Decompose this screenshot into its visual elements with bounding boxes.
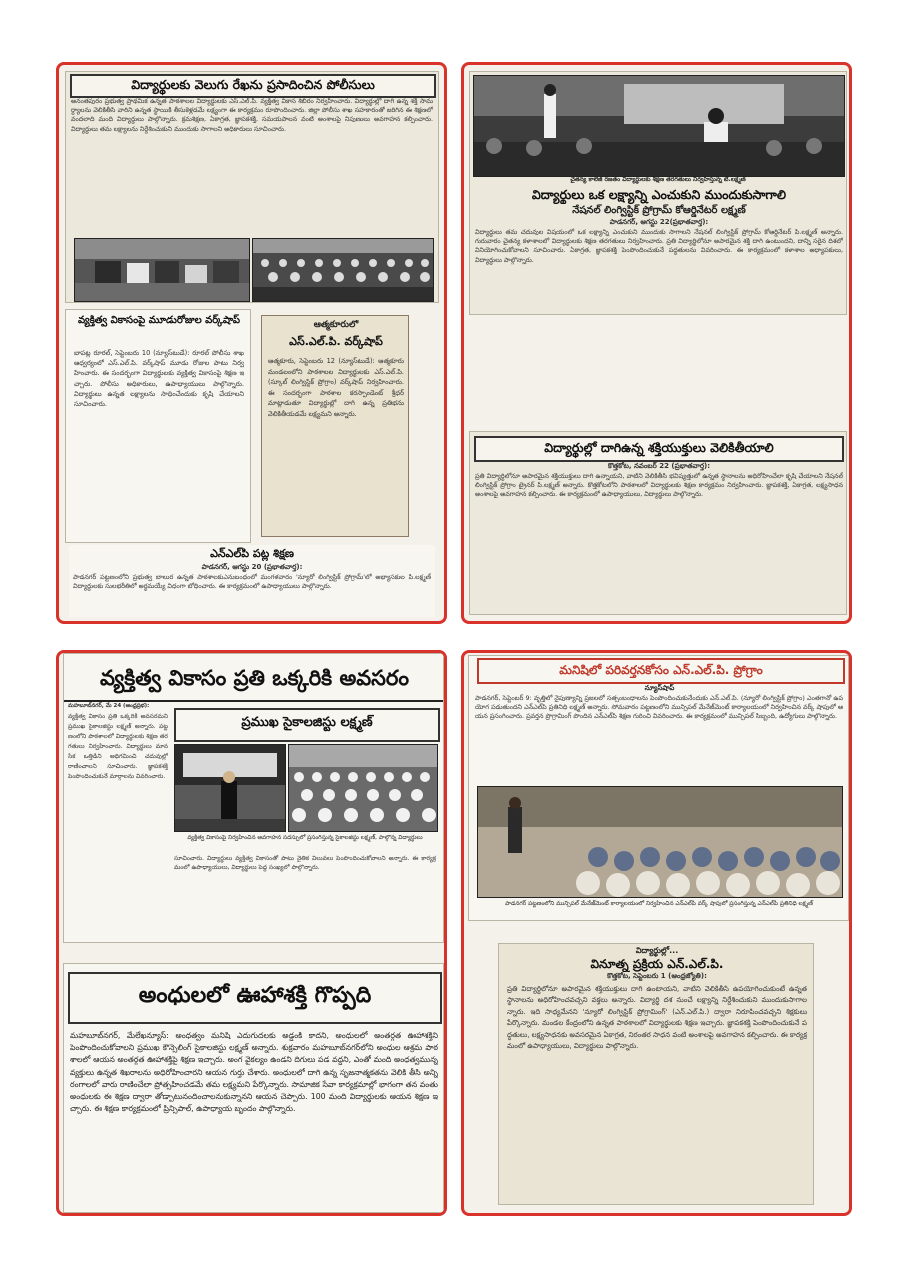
psychologist-lecture-photo (174, 744, 286, 832)
clipping-dateline: కొత్తకోట, సెప్టెంబరు 1 (ఆంధ్రజ్యోతి): (607, 972, 707, 980)
clipping-headline: మనిషిలో పరివర్తనకోసం ఎన్.ఎల్.పి. ప్రోగ్రాం (477, 658, 845, 684)
clipping-column-body: సూచించారు. విద్యార్థులు వ్యక్తిత్వ వికాసంతో పాటు నైతిక విలువలు పెంపొందించుకోవాలని అన్నారు. ఈ కార్యక్రమంలో ఉపాధ్యాయులు, విద్యార్థులు పెద్ద సంఖ్యలో పాల్గొన్నారు. (174, 855, 436, 871)
training-session-photo (473, 75, 845, 177)
clipping-headline: విద్యార్థులు ఒక లక్ష్యాన్ని ఎంచుకుని ముందుకుసాగాలి (531, 187, 787, 202)
classroom-photo (74, 238, 250, 302)
panel-bottom-right (461, 650, 852, 1216)
clipping-body: ప్రతి విద్యార్థిలోనూ అపారమైన శక్తియుక్తులు దాగి ఉంటాయని, వాటిని వెలికితీసి ఉపయోగించుకుంటే ఉన్నత స్థానాలను అధిరోహించవచ్చని వక్తలు అన్నారు. విద్యార్థి దశ నుంచే లక్ష్యాన్ని నిర్దేశించుకుని ముందుకుసాగాలన్నారు. ఇది సాధ్యమేనని 'న్యూరో లింగ్విస్టిక్ ప్రోగ్రామింగ్' (ఎన్.ఎల్.పి.) ద్వారా నిరూపించవచ్చని శిక్షకులు పేర్కొన్నారు. మండల కేంద్రంలోని ఉన్నత పాఠశాలలో విద్యార్థులకు శిక్షణ ఇచ్చారు. జ్ఞాపకశక్తి పెంపొందించుకునే పద్ధతులు, లక్ష్యసాధనకు అవసరమైన ఏకాగ్రత, నిరంతర సాధన వంటి అంశాలపై అవగాహన కల్పించారు. ఈ కార్యక్రమంలో ఉపాధ్యాయులు, విద్యార్థులు పాల్గొన్నారు. (507, 985, 807, 1051)
clipping-title: విద్యార్థుల్లో... (635, 946, 679, 955)
clipping-body: మహబూబ్‌నగర్, మేలేఖన్యూస్: అంధత్వం మనిషి ఎదుగుదలకు అడ్డంకి కాదని, అంధులలో అంతర్గత ఊహాశక్తిని పెంపొందించుకోవాలని ప్రముఖ కౌన్సెలింగ్ సైకాలజిస్టు లక్ష్మణ్ అన్నారు. శుక్రవారం మహబూబ్‌నగర్‌లోని అంధుల ఆశ్రమ పాఠశాలలో ఆయన అంతర్గత ఊహాశక్తిపై శిక్షణ ఇచ్చారు. అంగ వైకల్యం ఉండని దిగులు పడ వద్దని, ఎంతో మంది అంధత్వమున్న వ్యక్తులు ఉన్నత శిఖరాలను అధిరోహించారని ఆయన గుర్తు చేశారు. అంధులలో దాగి ఉన్న సృజనాత్మకతను వెలికి తీసి అన్ని రంగాలలో వారు రాణించేలా ప్రోత్సహించడమే తమ లక్ష్యమని పేర్కొన్నారు. సామాజిక సేవా కార్యక్రమాల్లో భాగంగా తన వంతు అంధులకు ఈ శిక్షణ ద్వారా తోడ్పాటునందించాలనుకున్నానని ఆయన చెప్పారు. 100 మంది విద్యార్థులకు ఆయన శిక్షణ ఇచ్చారు. ఈ శిక్షణ కార్యక్రమంలో ప్రిన్సిపాల్, ఉపాధ్యాయ బృందం పాల్గొన్నారు. (70, 1031, 438, 1114)
photo-caption: చైతన్య కాలేజీ రజతం విద్యార్థులకు శిక్షణ తరగతులు నిర్వహిస్తున్న టి.లక్ష్మణ్ (570, 176, 746, 183)
panel-top-right (461, 62, 852, 624)
clipping-hidden-talents (469, 431, 847, 615)
clipping-headline: విద్యార్థులకు వెలుగు రేఖను ప్రసాదించిన పోలీసులు (70, 74, 436, 98)
clipping-headline: వ్యక్తిత్వ వికాసంపై మూడురోజుల వర్క్‌షాప్ (78, 315, 240, 326)
panel-bottom-left (56, 650, 447, 1216)
clipping-body: బాపట్ల రూరల్, సెప్టెంబరు 10 (న్యూస్‌టుడే): రూరల్ పోలీసు శాఖ ఆధ్వర్యంలో ఎస్.ఎల్.పి. వర్క్‌షాప్ మూడు రోజుల పాటు నిర్వహించారు. ఈ సందర్భంగా విద్యార్థులకు వ్యక్తిత్వ వికాసంపై శిక్షణ ఇచ్చారు. పోలీసు అధికారులు, ఉపాధ్యాయులు పాల్గొన్నారు. విద్యార్థులు ఉన్నత లక్ష్యాలను సాధించేందుకు కృషి చేయాలని సూచించారు. (74, 349, 244, 409)
clipping-headline: వ్యక్తిత్వ వికాసం ప్రతి ఒక్కరికి అవసరం (64, 656, 444, 702)
clipping-source: న్యూస్‌షాప్ (644, 684, 675, 692)
clipping-title: ఆత్మకూరులో (313, 320, 359, 330)
clipping-personality-development (63, 653, 444, 943)
clipping-body: వ్యక్తిత్వ వికాసం ప్రతి ఒక్కరికి అవసరమని ప్రముఖ సైకాలజిస్టు లక్ష్మణ్ అన్నారు. పట్టణంలోని పాఠశాలలో విద్యార్థులకు శిక్షణ తరగతులు నిర్వహించారు. విద్యార్థులు మానసిక ఒత్తిడిని అధిగమించి చదువుల్లో రాణించాలని సూచించారు. జ్ఞాపకశక్తి పెంపొందించుకునే మార్గాలను వివరించారు. (68, 713, 168, 780)
photo-caption: పాడనగర్ పట్టణంలోని మున్సిపల్ మేనేజ్‌మెంట్ కార్యాలయంలో నిర్వహించిన ఎన్ఎల్‌పి వర్క్ షాపులో ప్రసంగిస్తున్న ఎన్ఎల్‌పి ప్రతినిధి లక్ష్మణ్ (505, 901, 813, 907)
clipping-dateline: పాడనగర్, ఆగస్టు 20 (ప్రభాతవార్త): (201, 563, 303, 571)
clipping-headline: ఎస్.ఎల్.పి. వర్క్‌షాప్ (289, 335, 383, 348)
clipping-police-article (65, 71, 439, 303)
clipping-body: ప్రతి విద్యార్థిలోనూ అపారమైన శక్తియుక్తులు దాగి ఉన్నాయని, వాటిని వెలికితీసి భవిష్యత్తులో ఉన్నత స్థానాలను అధిరోహించేలా కృషి చేయాలని నేషనల్ లింగ్విస్టిక్ ప్రోగ్రాం ట్రైనర్ పి.లక్ష్మణ్ అన్నారు. కొత్తకోటలోని పాఠశాలలో విద్యార్థులకు శిక్షణ కార్యక్రమం నిర్వహించారు. జ్ఞాపకశక్తి, ఏకాగ్రత, లక్ష్యసాధన అంశాలపై అవగాహన కల్పించారు. ఈ కార్యక్రమంలో ఉపాధ్యాయులు, విద్యార్థులు పాల్గొన్నారు. (475, 472, 843, 499)
clipping-subheadline: నేషనల్ లింగ్విస్టిక్ ప్రోగ్రామ్ కోఆర్డినేటర్ లక్ష్మణ్ (572, 205, 746, 216)
clipping-body: అనంతపురం ప్రభుత్వ ప్రాథమిక ఉన్నత పాఠశాలల విద్యార్థులకు ఎస్.ఎల్.పి. వ్యక్తిత్వ వికాస శిబిరం నిర్వహించారు. విద్యార్థుల్లో దాగి ఉన్న శక్తి సామర్థ్యాలను వెలికితీసి వారిని ఉన్నత స్థాయికి తీసుకెళ్లడమే లక్ష్యంగా ఈ కార్యక్రమం రూపొందించారు. జిల్లా పోలీసు శాఖ సహకారంతో జరిగిన ఈ శిక్షణలో వందలాది మంది విద్యార్థులు పాల్గొన్నారు. క్రమశిక్షణ, ఏకాగ్రత, జ్ఞాపకశక్తి, సమయపాలన వంటి అంశాలపై నిపుణులు అవగాహన కల్పించారు. విద్యార్థులు తమ లక్ష్యాలను నిర్దేశించుకుని ముందుకు సాగాలని అధికారులు సూచించారు. (71, 97, 433, 133)
panel-top-left (56, 62, 447, 624)
audience-photo (288, 744, 438, 832)
clipping-headline: వినూత్న ప్రక్రియ ఎన్.ఎల్.పి. (590, 957, 724, 971)
photo-caption: వ్యక్తిత్వ వికాసంపై నిర్వహించిన ఆవగాహన సదస్సులో ప్రసంగిస్తున్న సైకాలజిస్టు లక్ష్మణ్, పాల్గొన్న విద్యార్థులు (187, 835, 423, 841)
clipping-dateline: పాడనగర్, ఆగస్టు 22(ప్రభాతవార్త): (609, 218, 709, 226)
clipping-dateline: మహబూబ్‌నగర్, మే 24 (ఆంధ్రప్రభ): (68, 703, 150, 709)
clipping-headline: విద్యార్థుల్లో దాగిఉన్న శక్తియుక్తులు వెలికితీయాలి (474, 436, 844, 462)
clipping-workshop-three-days (65, 309, 251, 543)
clipping-chaitanya-article (469, 71, 847, 315)
clipping-headline: అంధులలో ఊహాశక్తి గొప్పది (68, 972, 442, 1024)
clipping-dateline: కొత్తకోట, నవంబర్ 22 (ప్రభాతవార్త): (607, 462, 711, 470)
clipping-headline: ఎన్ఎల్‌పి పట్ల శిక్షణ (210, 547, 294, 560)
clipping-body: పాడనగర్ పట్టణంలోని ప్రభుత్వ బాలుర ఉన్నత పాఠశాలకుఎనుబంధంలో మంగళవారం 'న్యూరో లింగ్విస్టిక్ ప్రోగ్రామ్‌'లో అభ్యాసకుల పి.లక్ష్మణ్ విద్యార్థులకు సులభరీతిలో అర్థమయ్యే విధంగా బోధించారు. ఈ కార్యక్రమంలో ఉపాధ్యాయులు పాల్గొన్నారు. (73, 573, 431, 591)
clipping-body: ఆత్మకూరు, సెప్టెంబరు 12 (న్యూస్‌టుడే): ఆత్మకూరు మండలంలోని పాఠశాలల విద్యార్థులకు ఎస్.ఎల్.పి. (స్కూల్ లింగ్విస్టిక్ ప్రోగ్రాం) వర్క్‌షాప్ నిర్వహించారు. ఈ సందర్భంగా పాఠశాల కరస్పాండెంట్ శ్రీధర్ మాట్లాడుతూ విద్యార్థుల్లో దాగి ఉన్న ప్రతిభను వెలికితీయడమే లక్ష్యమని అన్నారు. (268, 357, 404, 418)
clipping-body: విద్యార్థులు తమ చదువుల విషయంలో ఒక లక్ష్యాన్ని ఎంచుకుని ముందుకు సాగాలని నేషనల్ లింగ్విస్టిక్ ప్రోగ్రామ్ కోఆర్డినేటర్ పి.లక్ష్మణ్ అన్నారు. గురువారం చైతన్య కళాశాలలో విద్యార్థులకు శిక్షణ తరగతులు నిర్వహించారు. ప్రతి విద్యార్థిలోనూ అపారమైన శక్తి దాగి ఉంటుందని, దాన్ని సరైన దిశలో వినియోగించుకోవాలని సూచించారు. ఏకాగ్రత, జ్ఞాపకశక్తి పెంపొందించుకునే పద్ధతులను వివరించారు. ఈ కార్యక్రమంలో కళాశాల అధ్యాపకులు, విద్యార్థులు పాల్గొన్నారు. (475, 228, 843, 264)
box-headline: ప్రముఖ సైకాలజిస్టు లక్ష్మణ్ (174, 708, 440, 742)
students-hall-photo (252, 238, 434, 302)
workshop-photo (477, 786, 843, 898)
clipping-atmakur-workshop (261, 315, 409, 537)
clipping-body: పాడనగర్, సెప్టెంబర్ 9: వృత్తిలో నైపుణ్యాన్ని ప్రజలలో సత్సంబంధాలను పెంపొందించుకునేందుకు ఎన్.ఎల్.పి. (న్యూరో లింగ్విస్టిక్ ప్రోగ్రాం) ఎంతగానో ఉపయోగ పడుతుందని ఎన్ఎల్‌పి ప్రతినిధి లక్ష్మణ్ అన్నారు. సోమవారం పట్టణంలోని మున్సిపల్ మేనేజ్‌మెంట్ కార్యాలయంలో నిర్వహించిన వర్క్ షాపులో ఆయన ప్రసంగించారు. ప్రవర్తన ప్రొగ్రామింగ్ పొందిన ఎన్ఎల్‌పి శిక్షణ గురించి వివరించారు. ఈ కార్యక్రమంలో మున్సిపల్ సిబ్బంది, ఉద్యోగులు పాల్గొన్నారు. (475, 694, 843, 721)
clipping-nlp-program (468, 655, 849, 921)
clipping-nlp-training (69, 545, 435, 617)
clipping-blind-imagination (63, 963, 444, 1213)
clipping-innovative-nlp (498, 943, 814, 1205)
